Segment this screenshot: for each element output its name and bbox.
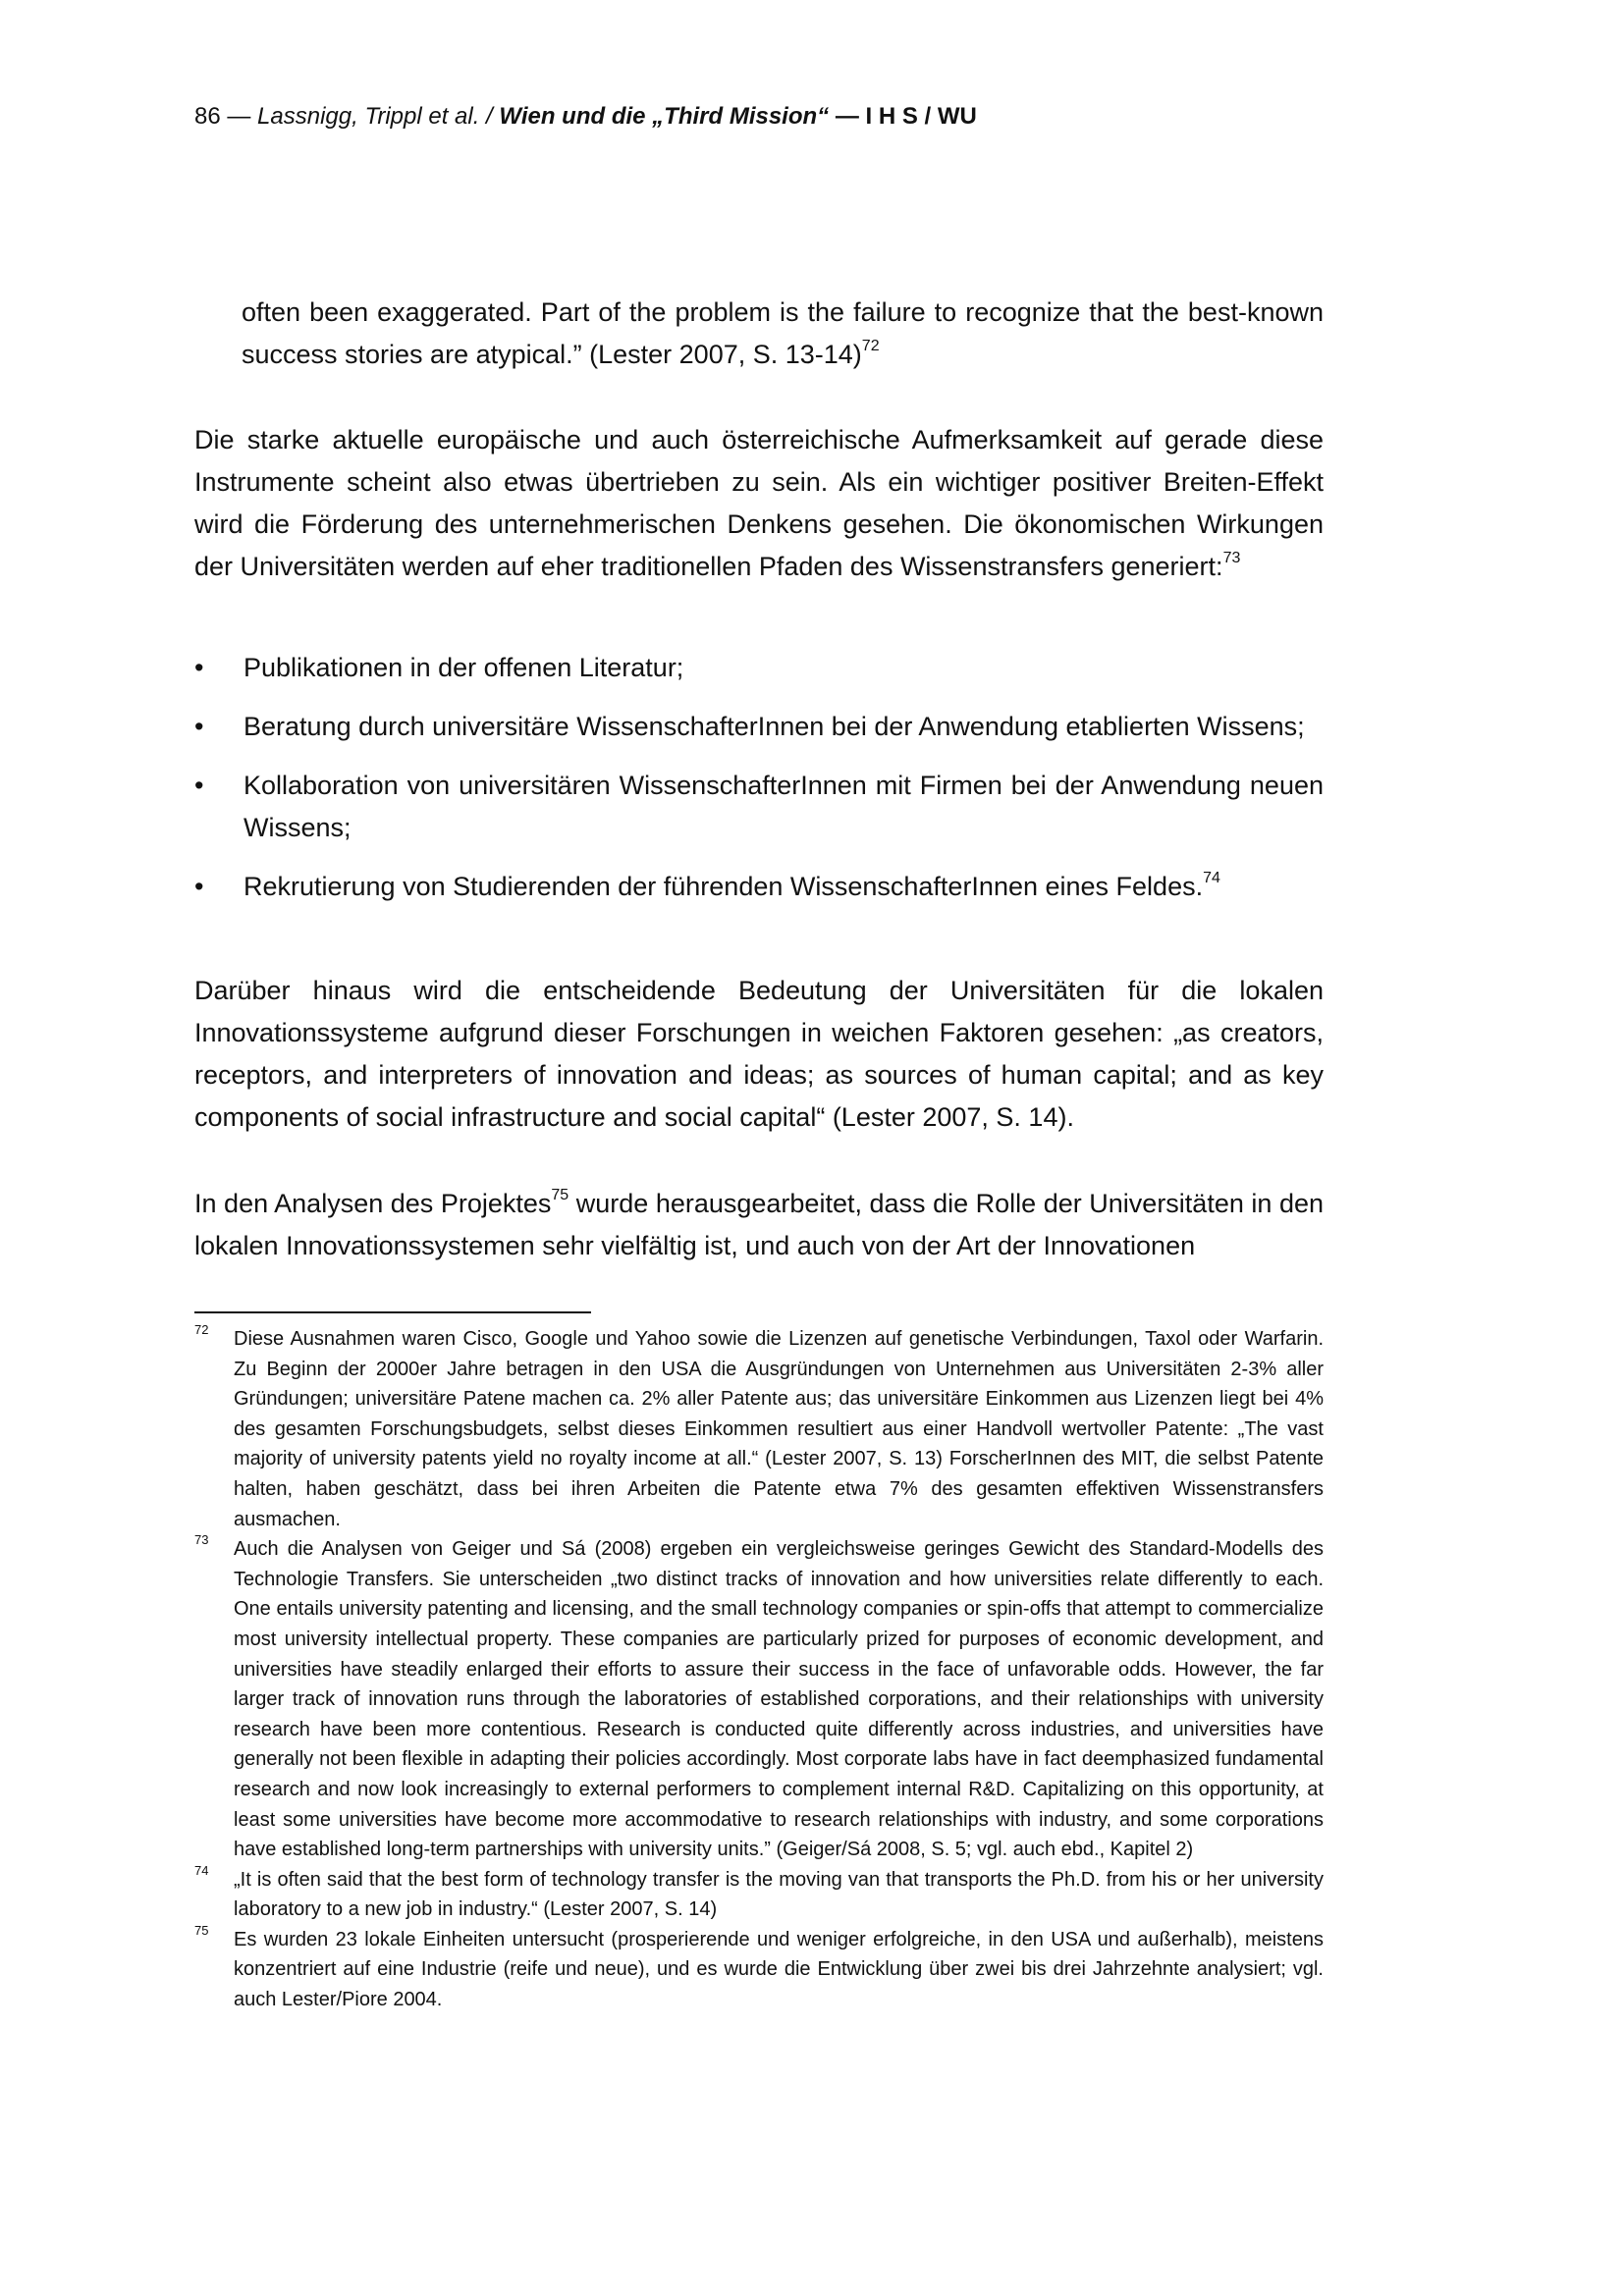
footnote [194,1922,1324,2015]
bullet-icon: • [194,712,204,741]
footnote-ref[interactable]: 74 [1203,870,1220,886]
paragraph-text: Die starke aktuelle europäische und auch österreichische Aufmerksamkeit auf gerade diese Instrumente scheint also etwas übertrieben zu sein. Als ein wichtiger positiver Breiten-Effekt wird die Förderung des unternehmerischen Denkens gesehen. Die ökonomischen Wirkungen der Universitäten werden auf eher traditionellen Pfaden des Wissenstransfers generiert: [194,425,1324,581]
footnote-number: 75 [194,1922,209,1938]
footnote-text: Es wurden 23 lokale Einheiten untersucht (prosperierende und weniger erfolgreiche, in den USA und außerhalb), meistens konzentriert auf eine Industrie (reife und neue), und es wurde die Entwicklung über zwei bis drei Jahrzehnte analysiert; vgl. auch Lester/Piore 2004. [234,1928,1324,2011]
list-item-text: Kollaboration von universitären WissenschafterInnen mit Firmen bei der Anwendung neuen Wissens; [244,771,1324,842]
paragraph-text: Darüber hinaus wird die entscheidende Bedeutung der Universitäten für die lokalen Innovationssysteme aufgrund dieser Forschungen in weichen Faktoren gesehen: „as creators, receptors, and interpreters of innovation and ideas; as sources of human capital; and as key components of social infrastructure and social capital“ (Lester 2007, S. 14). [194,976,1324,1132]
header-dash: — [220,103,258,130]
list-item [194,765,1324,849]
list-item-text: Rekrutierung von Studierenden der führenden WissenschafterInnen eines Feldes. [244,872,1204,901]
list-item [194,647,1324,689]
bullet-icon: • [194,872,204,901]
footnote-text: Diese Ausnahmen waren Cisco, Google und Yahoo sowie die Lizenzen auf genetische Verbindungen, Taxol oder Warfarin. Zu Beginn der 2000er Jahre betragen in den USA die Ausgründungen von Unternehmen aus Universitäten 2-3% aller Gründungen; universitäre Patene machen ca. 2% aller Patente aus; das universitäre Einkommen aus Lizenzen liegt bei 4% des gesamten Forschungsbudgets, selbst dieses Einkommen resultiert aus einer Handvoll wertvoller Patente: „The vast majority of university patents yield no royalty income at all.“ (Lester 2007, S. 13) ForscherInnen des MIT, die selbst Patente halten, haben geschätzt, dass bei ihren Arbeiten die Patente etwa 7% des gesamten effektiven Wissenstransfers ausmachen. [234,1328,1324,1530]
footnote-ref[interactable]: 75 [551,1187,569,1203]
footnote-text: Auch die Analysen von Geiger und Sá (2008) ergeben ein vergleichsweise geringes Gewicht des Standard-Modells des Technologie Transfers. Sie unterscheiden „two distinct tracks of innovation and how universities relate differently to each. One entails university patenting and licensing, and the small technology companies or spin-offs that attempt to commercialize most university intellectual property. These companies are particularly prized for purposes of economic development, and universities have steadily enlarged their efforts to assure their success in the face of unfavorable odds. However, the far larger track of innovation runs through the laboratories of established corporations, and their relationships with university research have been more contentious. Research is conducted quite differently across industries, and universities have generally not been flexible in adapting their policies accordingly. Most corporate labs have in fact deemphasized fundamental research and now look increasingly to external performers to complement internal R&D. Capitalizing on this opportunity, at least some universities have become more accommodative to research relationships with industry, and some corporations have established long-term partnerships with university units.” (Geiger/Sá 2008, S. 5; vgl. auch ebd., Kapitel 2) [234,1538,1324,1861]
list-item-text: Publikationen in der offenen Literatur; [244,653,684,682]
header-authors: Lassnigg, Trippl et al. / [257,103,500,130]
bullet-icon: • [194,653,204,682]
list-item [194,866,1324,908]
paragraph-text: wurde herausgearbeitet, dass die Rolle der Universitäten in den lokalen Innovationssystemen sehr vielfältig ist, und auch von der Art der Innovationen [194,1189,1325,1260]
paragraph-text: In den Analysen des Projektes [194,1189,552,1218]
footnote-number: 72 [194,1322,209,1337]
header-title: Wien und die „Third Mission“ [499,103,830,130]
footnote-ref[interactable]: 72 [861,338,880,354]
quote-text: often been exaggerated. Part of the problem is the failure to recognize that the best-known success stories are atypical.” (Lester 2007, S. 13-14) [242,297,1324,369]
header-dash: — [829,103,866,130]
paragraph [194,1183,1324,1267]
list-item [194,706,1324,748]
footnote-number: 74 [194,1862,209,1878]
quote-continuation [242,292,1324,376]
footnote [194,1324,1324,1534]
list-item-text: Beratung durch universitäre WissenschafterInnen bei der Anwendung etablierten Wissens; [244,712,1305,741]
paragraph [194,970,1324,1139]
footnote-number: 73 [194,1532,209,1548]
footnote-text: „It is often said that the best form of technology transfer is the moving van that transports the Ph.D. from his or her university laboratory to a new job in industry.“ (Lester 2007, S. 14) [234,1868,1324,1921]
running-header [194,102,977,132]
bullet-list [194,647,1324,925]
header-institutions: I H S / WU [865,103,977,130]
bullet-icon: • [194,771,204,800]
footnote-ref[interactable]: 73 [1222,550,1241,566]
footnote-separator [194,1311,591,1313]
footnote [194,1534,1324,1865]
paragraph [194,419,1324,588]
footnotes [194,1324,1324,2015]
page-number: 86 [194,103,221,130]
footnote [194,1862,1324,1925]
